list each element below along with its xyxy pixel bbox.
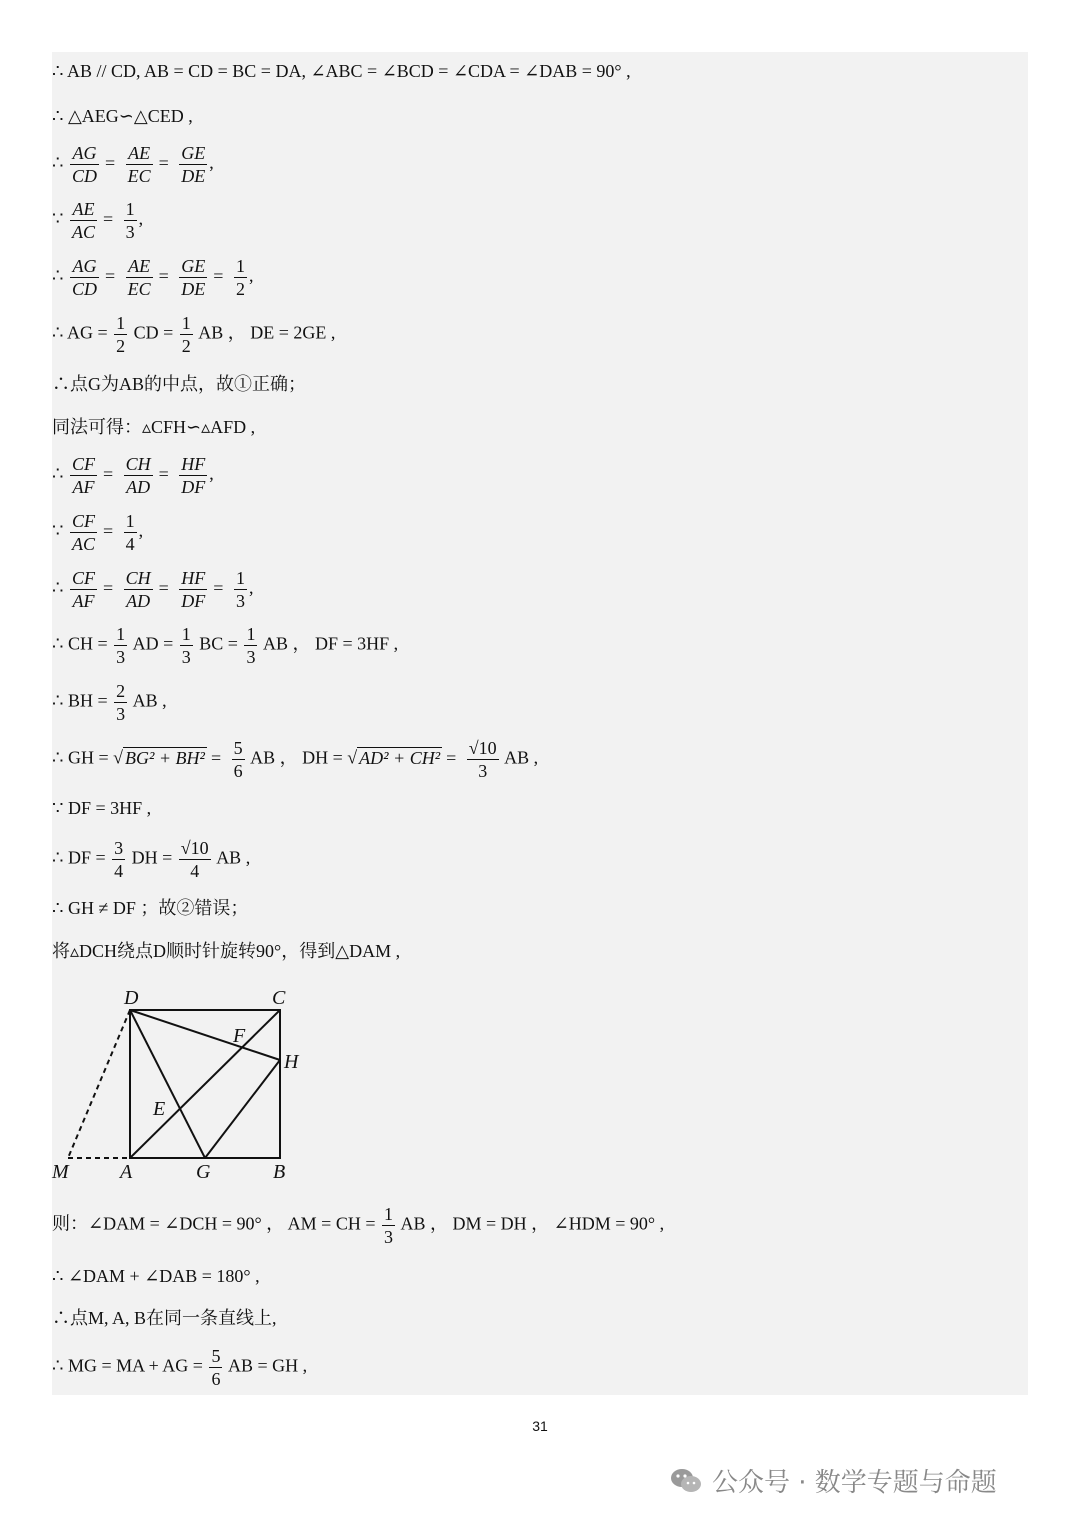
fraction: $\frac{√10}{3}$: [468, 738, 497, 781]
proof-line-22: ∴ MG = MA + AG = $\frac{5}{6}$ AB = GH ,: [52, 1346, 308, 1389]
fraction: $\frac{AE}{EC}$: [127, 256, 151, 299]
label-c: C: [272, 987, 286, 1009]
proof-line-7: ∴点G为AB的中点，故①正确；: [52, 374, 307, 394]
fraction: $\frac{AG}{CD}$: [71, 256, 97, 299]
fraction: $\frac{AE}{AC}$: [71, 199, 95, 242]
fraction: $\frac{1}{3}$: [246, 624, 256, 667]
fraction: $\frac{2}{3}$: [116, 681, 126, 724]
proof-line-4: ∵ $\frac{AE}{AC}$ = $\frac{1}{3}$ ,: [52, 199, 144, 242]
fraction: $\frac{1}{2}$: [235, 256, 245, 299]
content-panel: [52, 52, 1028, 1395]
label-g: G: [196, 1161, 211, 1183]
diagonal-ac: [130, 1010, 280, 1158]
fraction: $\frac{HF}{DF}$: [181, 454, 206, 497]
dashed-segment-dm: [68, 1010, 130, 1158]
proof-line-17: ∴ GH ≠ DF ；故②错误；: [52, 898, 249, 918]
fraction: $\frac{3}{4}$: [114, 838, 124, 881]
fraction: $\frac{5}{6}$: [233, 738, 243, 781]
proof-line-12: ∴ CH = $\frac{1}{3}$ AD = $\frac{1}{3}$ BC = $\frac{1}{3}$ AB ， DF = 3HF ,: [52, 624, 399, 667]
radical: BG² + BH²: [125, 747, 205, 768]
fraction: $\frac{1}{2}$: [116, 313, 126, 356]
proof-line-10: ∵ $\frac{CF}{AC}$ = $\frac{1}{4}$ ,: [52, 511, 144, 554]
fraction: $\frac{1}{3}$: [116, 624, 126, 667]
fraction: $\frac{CF}{AF}$: [71, 568, 95, 611]
geometry-figure: [40, 978, 320, 1188]
proof-line-9: ∴ $\frac{CF}{AF}$ = $\frac{CH}{AD}$ = $\frac{HF}{DF}$ ,: [52, 454, 214, 497]
fraction: $\frac{CH}{AD}$: [125, 454, 151, 497]
fraction: $\frac{AE}{EC}$: [127, 143, 151, 186]
radical: AD² + CH²: [359, 747, 441, 768]
proof-line-11: ∴ $\frac{CF}{AF}$ = $\frac{CH}{AD}$ = $\frac{HF}{DF}$ = $\frac{1}{3}$ ,: [52, 568, 254, 611]
fraction: $\frac{CF}{AF}$: [71, 454, 95, 497]
fraction: $\frac{CH}{AD}$: [125, 568, 151, 611]
proof-line-3: ∴ $\frac{AG}{CD}$ = $\frac{AE}{EC}$ = $\frac{GE}{DE}$ ,: [52, 143, 214, 186]
label-d: D: [124, 987, 139, 1009]
fraction: $\frac{1}{3}$: [384, 1204, 393, 1247]
proof-line-13: ∴ BH = $\frac{2}{3}$ AB ,: [52, 681, 167, 724]
proof-line-5: ∴ $\frac{AG}{CD}$ = $\frac{AE}{EC}$ = $\frac{GE}{DE}$ = $\frac{1}{2}$ ,: [52, 256, 254, 299]
footer-watermark: [668, 1462, 997, 1499]
label-a: A: [120, 1161, 133, 1183]
label-m: M: [52, 1161, 69, 1183]
fraction: $\frac{1}{3}$: [181, 624, 191, 667]
label-e: E: [153, 1098, 166, 1120]
fraction: $\frac{1}{4}$: [125, 511, 135, 554]
proof-line-19: 则：∠DAM = ∠DCH = 90° ， AM = CH = $\frac{1}{3}$ AB ， DM = DH ， ∠HDM = 90° ,: [52, 1204, 665, 1247]
label-f: F: [233, 1025, 246, 1047]
fraction: $\frac{GE}{DE}$: [181, 143, 206, 186]
fraction: $\frac{CF}{AC}$: [71, 511, 95, 554]
proof-line-15: ∵ DF = 3HF ,: [52, 798, 152, 818]
proof-line-2: ∴ △AEG∽△CED ,: [52, 106, 193, 126]
fraction: $\frac{1}{3}$: [125, 199, 135, 242]
proof-line-16: ∴ DF = $\frac{3}{4}$ DH = $\frac{√10}{4}$ AB ,: [52, 838, 251, 881]
fraction: $\frac{1}{2}$: [181, 313, 191, 356]
fraction: $\frac{√10}{4}$: [180, 838, 209, 881]
footer-text: 公众号 · 数学专题与命题: [712, 1468, 997, 1498]
proof-line-1: ∴ AB // CD, AB = CD = BC = DA, ∠ABC = ∠BCD = ∠CDA = ∠DAB = 90° ,: [52, 61, 631, 81]
wechat-icon: [668, 1463, 704, 1499]
fraction: $\frac{1}{3}$: [235, 568, 245, 611]
page-number: 31: [532, 1418, 548, 1434]
segment-gh: [205, 1060, 280, 1158]
label-b: B: [273, 1161, 286, 1183]
fraction: $\frac{5}{6}$: [211, 1346, 221, 1389]
proof-line-20: ∴ ∠DAM + ∠DAB = 180° ,: [52, 1266, 260, 1286]
proof-line-21: ∴点M, A, B在同一条直线上,: [52, 1308, 277, 1328]
proof-line-14: ∴ GH = √ BG² + BH² = $\frac{5}{6}$ AB ， DH = √ AD² + CH² = $\frac{√10}{3}$ AB ,: [52, 738, 539, 781]
proof-line-8: 同法可得：▵CFH∽▵AFD ,: [52, 417, 256, 437]
fraction: $\frac{HF}{DF}$: [181, 568, 206, 611]
proof-line-6: ∴ AG = $\frac{1}{2}$ CD = $\frac{1}{2}$ AB ， DE = 2GE ,: [52, 313, 336, 356]
fraction: $\frac{GE}{DE}$: [181, 256, 206, 299]
fraction: $\frac{AG}{CD}$: [71, 143, 97, 186]
proof-line-18: 将▵DCH绕点D顺时针旋转90°，得到△DAM ,: [52, 941, 401, 961]
label-h: H: [284, 1051, 299, 1073]
